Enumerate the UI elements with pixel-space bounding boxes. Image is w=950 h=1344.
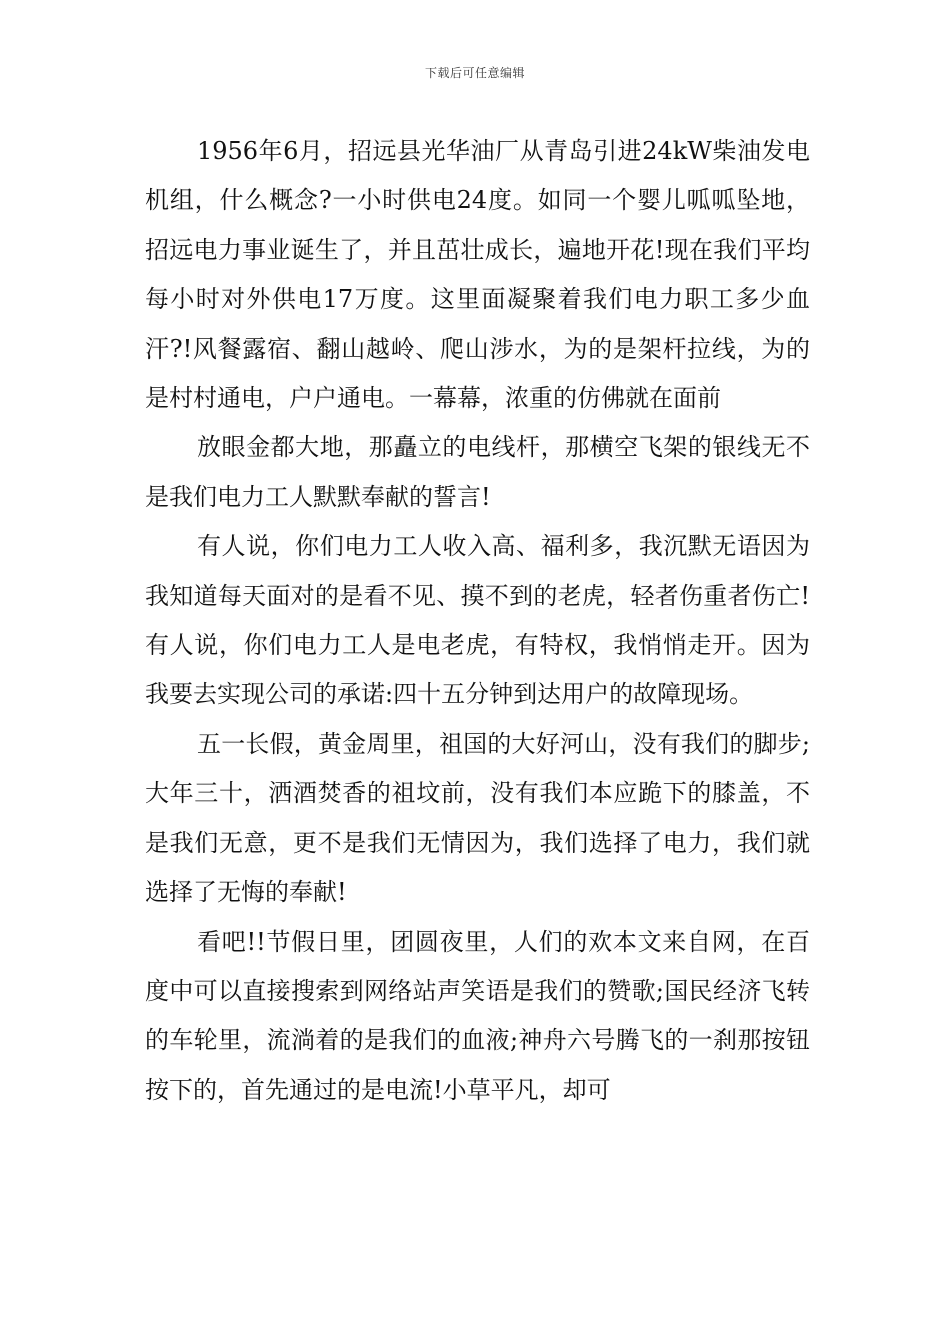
document-body — [145, 127, 810, 1115]
paragraph-4: 五一长假，黄金周里，祖国的大好河山，没有我们的脚步;大年三十，洒酒焚香的祖坟前，没有我们本应跪下的膝盖，不是我们无意，更不是我们无情因为，我们选择了电力，我们就选择了无悔的奉献! — [145, 729, 810, 907]
paragraph-5: 看吧!!节假日里，团圆夜里，人们的欢本文来自网，在百度中可以直接搜索到网络站声笑语是我们的赞歌;国民经济飞转的车轮里，流淌着的是我们的血液;神舟六号腾飞的一刹那按钮按下的，首先通过的是电流!小草平凡，却可 — [145, 927, 810, 1104]
paragraph-3: 有人说，你们电力工人收入高、福利多，我沉默无语因为我知道每天面对的是看不见、摸不到的老虎，轻者伤重者伤亡!有人说，你们电力工人是电老虎，有特权，我悄悄走开。因为我要去实现公司的承诺:四十五分钟到达用户的故障现场。 — [145, 532, 810, 709]
paragraph-1: 1956年6月，招远县光华油厂从青岛引进24kW柴油发电机组，什么概念?一小时供电24度。如同一个婴儿呱呱坠地，招远电力事业诞生了，并且茁壮成长，遍地开花!现在我们平均每小时对外供电17万度。这里面凝聚着我们电力职工多少血汗?!风餐露宿、翻山越岭、爬山涉水，为的是架杆拉线，为的是村村通电，户户通电。一幕幕，浓重的仿佛就在面前 — [145, 137, 810, 413]
header-note: 下载后可任意编辑 — [424, 66, 525, 80]
paragraph-2: 放眼金都大地，那矗立的电线杆，那横空飞架的银线无不是我们电力工人默默奉献的誓言! — [145, 433, 810, 511]
